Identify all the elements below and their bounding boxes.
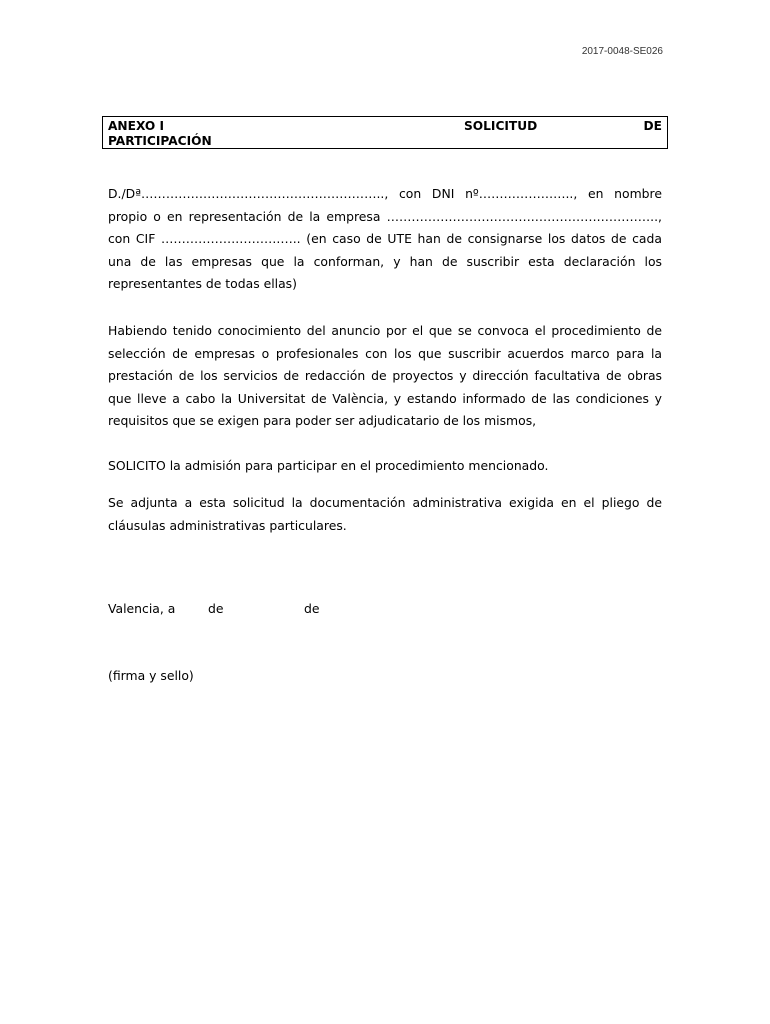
document-reference: 2017-0048-SE026 bbox=[581, 46, 663, 57]
title-line-1 bbox=[108, 119, 662, 134]
attachment-paragraph: Se adjunta a esta solicitud la documentación administrativa exigida en el pliego de cláusulas administrativas particulares. bbox=[108, 495, 662, 533]
request-paragraph: SOLICITO la admisión para participar en el procedimiento mencionado. bbox=[108, 458, 549, 473]
context-paragraph: Habiendo tenido conocimiento del anuncio por el que se convoca el procedimiento de selección de empresas o profesionales con los que suscribir acuerdos marco para la prestación de los servicios de redacción de proyectos y dirección facultativa de obras que lleve a cabo la Universitat de València, y estando informado de las condiciones y requisitos que se exigen para poder ser adjudicatario de los mismos, bbox=[108, 323, 662, 428]
applicant-identification-paragraph: D./Dª………………………………………………….., con DNI nº………………….., en nombre propio o en representación de la empresa …………….……….……….…………….………….., con CIF ……………….……….….. (en caso de UTE han de consignarse los datos de cada una de las empresas que la conforman, y han de suscribir esta declaración los representantes de todas ellas) bbox=[108, 186, 662, 291]
date-de-2: de bbox=[304, 601, 320, 616]
title-participacion: PARTICIPACIÓN bbox=[108, 134, 212, 148]
date-place: Valencia, a bbox=[108, 601, 176, 616]
title-box bbox=[102, 116, 668, 149]
signature-label: (firma y sello) bbox=[108, 668, 194, 683]
date-de-1: de bbox=[208, 601, 224, 616]
title-de: DE bbox=[643, 119, 662, 133]
title-solicitud: SOLICITUD bbox=[464, 119, 538, 133]
title-anexo: ANEXO I bbox=[108, 119, 165, 133]
